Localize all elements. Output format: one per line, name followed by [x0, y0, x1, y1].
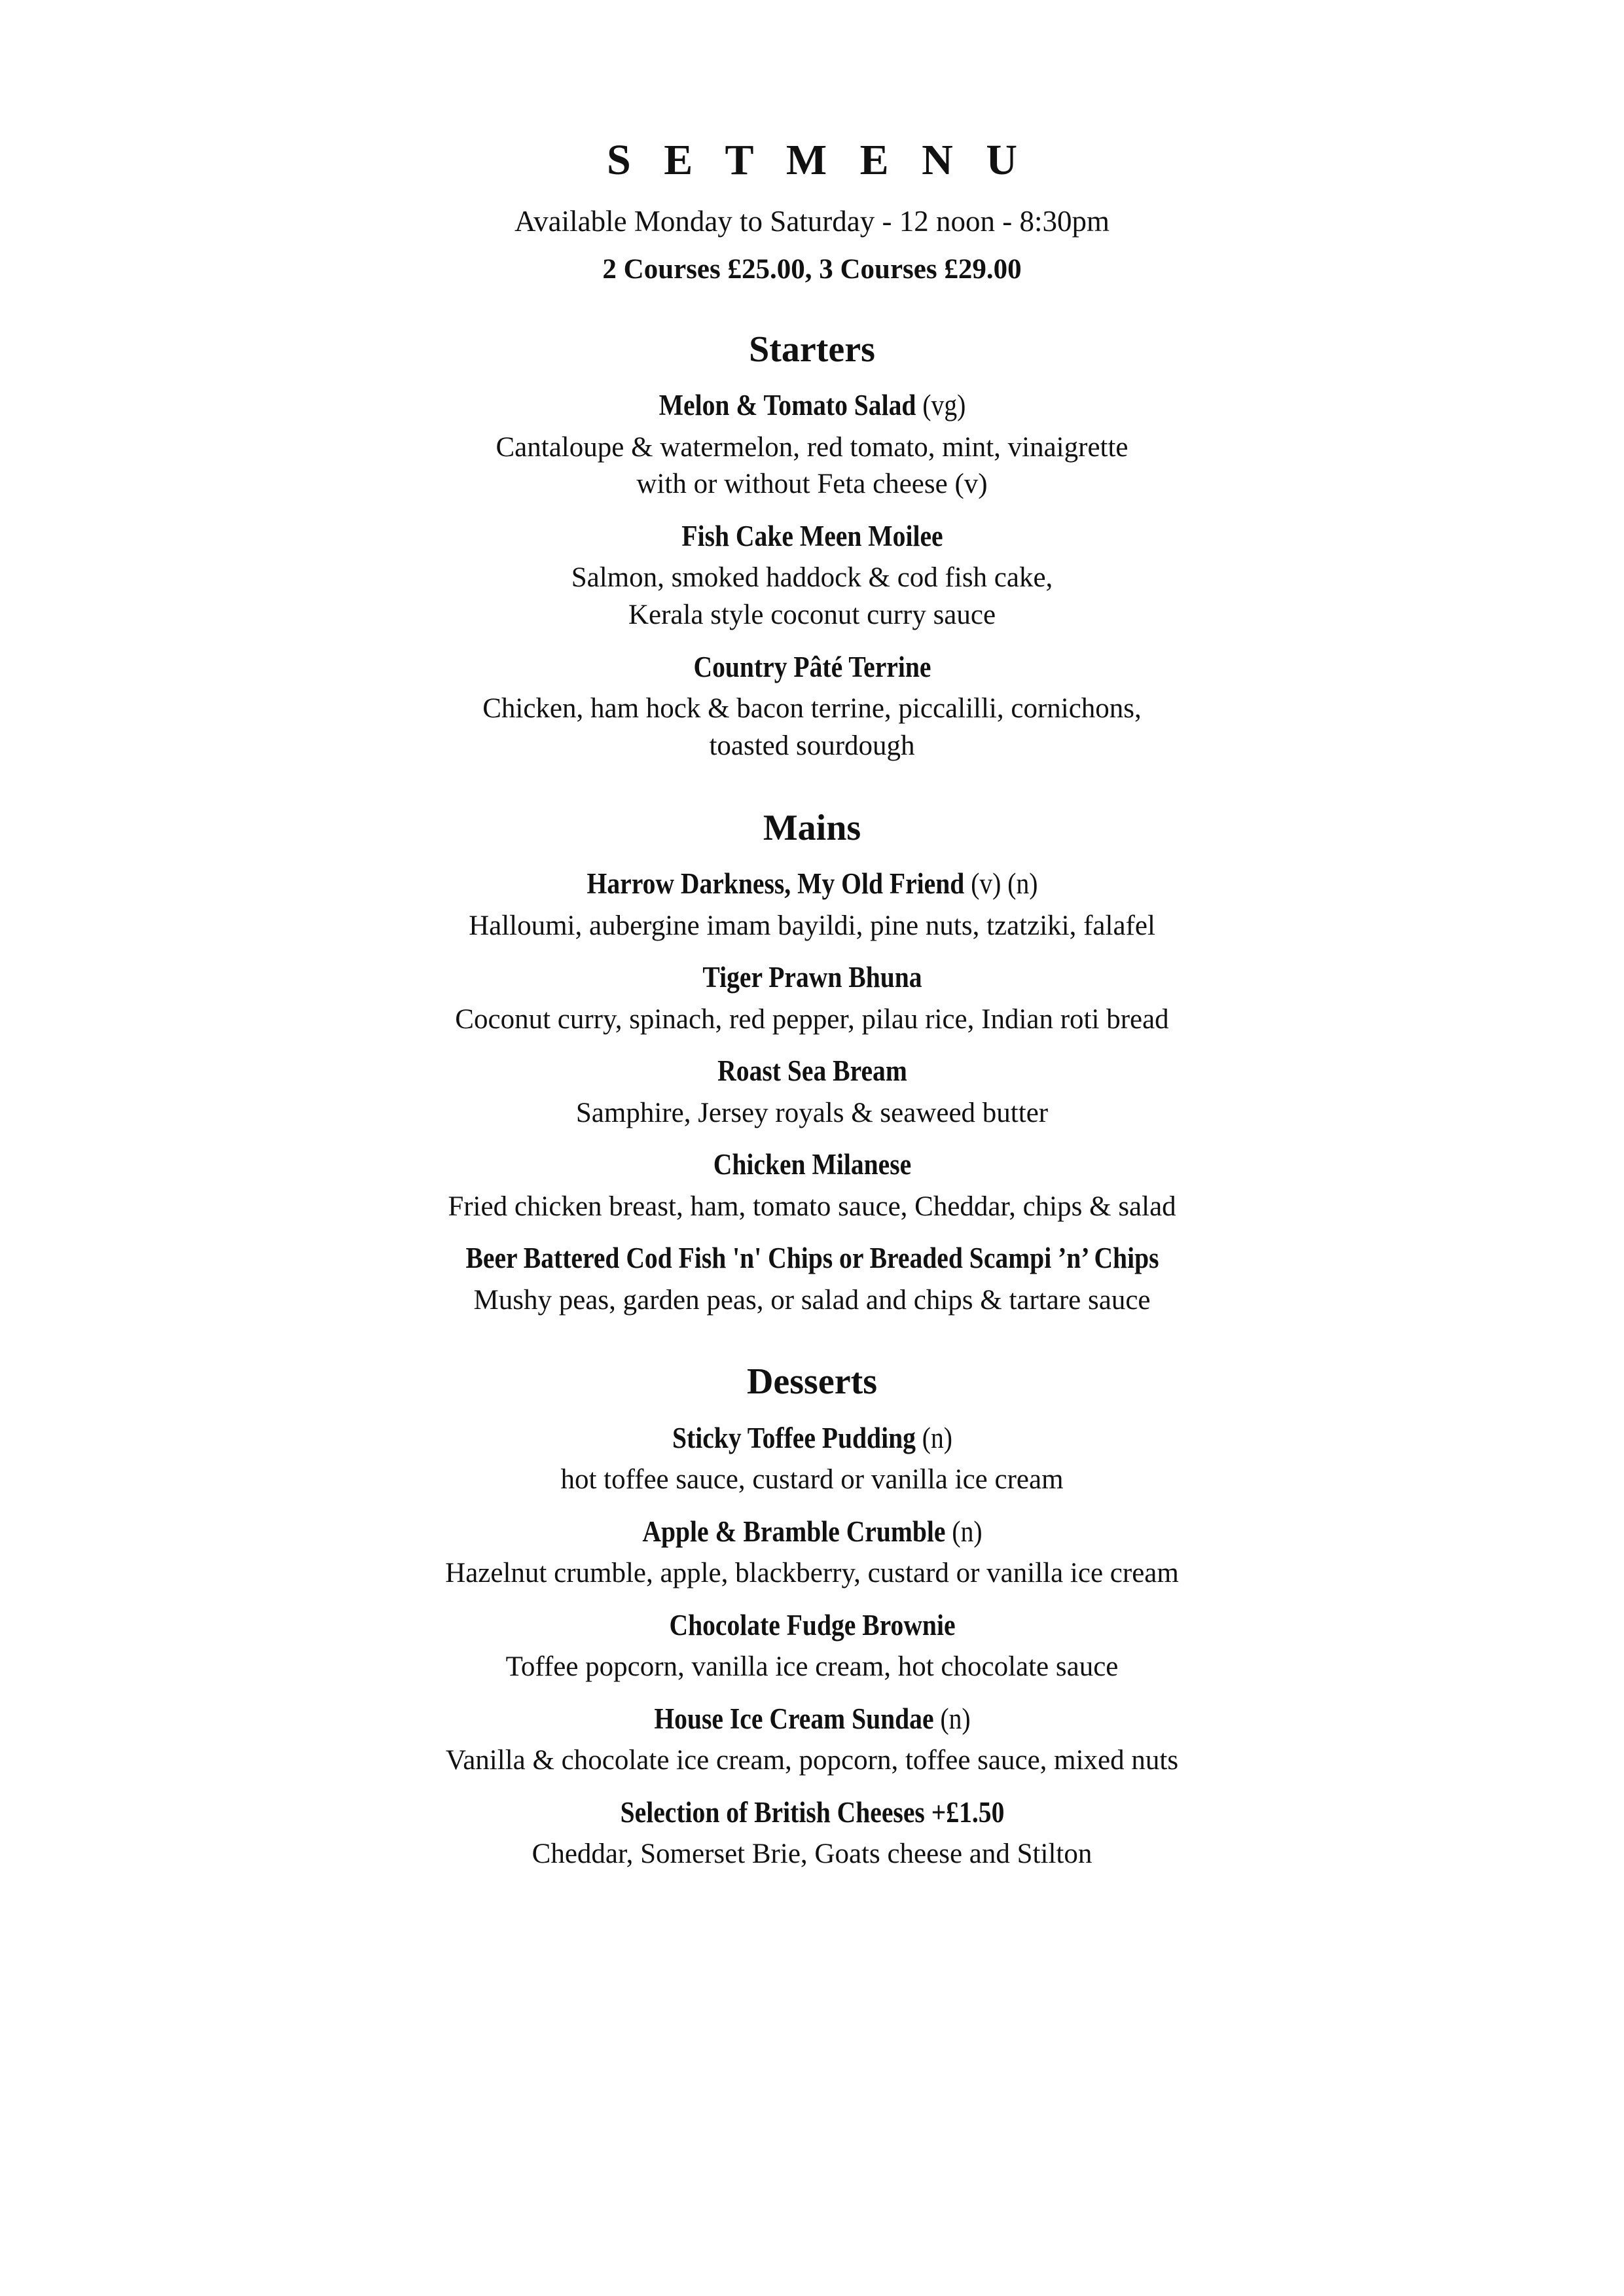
menu-item-description: [302, 1282, 1323, 1319]
description-line: Mushy peas, garden peas, or salad and chips & tartare sauce: [473, 1284, 1151, 1316]
menu-item: [302, 865, 1323, 959]
menu-item: [302, 649, 1323, 765]
menu-item-title: Country Pâté Terrine: [693, 650, 931, 683]
description-line: toasted sourdough: [709, 730, 915, 761]
menu-item: [302, 518, 1323, 649]
allergen-marker: (n): [939, 1702, 971, 1735]
menu-item-name: [363, 1513, 1261, 1550]
allergen-marker: (n): [922, 1421, 952, 1454]
supplement-price: +£1.50: [931, 1795, 1004, 1829]
menu-item-title: Sticky Toffee Pudding: [672, 1421, 916, 1454]
section-heading: Desserts: [746, 1361, 878, 1403]
menu-item-name: [363, 649, 1261, 685]
menu-item: [302, 387, 1323, 518]
menu-item: [302, 1146, 1323, 1240]
menu-item-description: [302, 560, 1323, 634]
description-line: Hazelnut crumble, apple, blackberry, custard or vanilla ice cream: [445, 1558, 1179, 1589]
menu-item-title: Harrow Darkness, My Old Friend: [586, 867, 964, 901]
allergen-marker: (n): [951, 1515, 983, 1548]
menu-item: [302, 1607, 1323, 1700]
menu-item-name: [363, 1794, 1261, 1831]
menu-item-title: Chocolate Fudge Brownie: [668, 1608, 956, 1641]
menu-item-description: [302, 691, 1323, 765]
description-line: Kerala style coconut curry sauce: [628, 600, 996, 631]
description-line: Coconut curry, spinach, red pepper, pilau rice, Indian roti bread: [455, 1003, 1169, 1035]
menu-item-description: [302, 1189, 1323, 1226]
menu-section: [302, 287, 1323, 765]
page-title: S E T M E N U: [606, 136, 1028, 184]
menu-item-name: [363, 865, 1261, 902]
menu-item-name: [363, 1240, 1261, 1276]
menu-item: [302, 1420, 1323, 1513]
menu-item: [302, 1794, 1323, 1873]
description-line: Halloumi, aubergine imam bayildi, pine nuts, tzatziki, falafel: [469, 910, 1155, 941]
menu-item-description: [302, 1001, 1323, 1039]
menu-item-name: [363, 387, 1261, 423]
menu-item-title: House Ice Cream Sundae: [653, 1702, 934, 1735]
menu-item-name: [363, 1607, 1261, 1643]
menu-item-name: [363, 1146, 1261, 1183]
menu-item-name: [363, 959, 1261, 996]
menu-item-description: [302, 908, 1323, 945]
section-heading: Starters: [749, 329, 875, 370]
menu-item: [302, 1513, 1323, 1607]
menu-item: [302, 1052, 1323, 1146]
menu-item-title: Selection of British Cheeses: [620, 1795, 925, 1829]
menu-item-name: [363, 1420, 1261, 1456]
availability-text: Available Monday to Saturday - 12 noon - 8:30pm: [514, 205, 1110, 238]
description-line: Vanilla & chocolate ice cream, popcorn, toffee sauce, mixed nuts: [445, 1745, 1179, 1776]
menu-item: [302, 959, 1323, 1052]
menu-item: [302, 1240, 1323, 1319]
menu-item-description: [302, 1649, 1323, 1686]
description-line: Chicken, ham hock & bacon terrine, piccalilli, cornichons,: [482, 693, 1142, 725]
menu-item-description: [302, 1095, 1323, 1132]
menu-item-name: [363, 1700, 1261, 1737]
menu-item-title: Fish Cake Meen Moilee: [681, 520, 943, 553]
menu-item-description: [302, 1555, 1323, 1592]
menu-item: [302, 1700, 1323, 1794]
menu-item-description: [302, 429, 1323, 504]
menu-section: [302, 765, 1323, 1319]
pricing-text: 2 Courses £25.00, 3 Courses £29.00: [602, 254, 1022, 285]
menu-item-title: Beer Battered Cod Fish 'n' Chips or Breaded Scampi ’n’ Chips: [465, 1242, 1159, 1275]
menu-masthead: [302, 136, 1323, 287]
allergen-marker: (v) (n): [970, 867, 1038, 901]
description-line: Cheddar, Somerset Brie, Goats cheese and Stilton: [532, 1839, 1092, 1870]
menu-content: [302, 136, 1323, 1873]
description-line: Toffee popcorn, vanilla ice cream, hot chocolate sauce: [505, 1651, 1119, 1683]
section-heading: Mains: [763, 807, 861, 848]
menu-item-name: [363, 1052, 1261, 1089]
description-line: Samphire, Jersey royals & seaweed butter: [575, 1097, 1049, 1128]
menu-item-name: [363, 518, 1261, 554]
description-line: hot toffee sauce, custard or vanilla ice cream: [560, 1464, 1064, 1496]
menu-item-title: Apple & Bramble Crumble: [641, 1515, 945, 1548]
description-line: Salmon, smoked haddock & cod fish cake,: [571, 562, 1053, 594]
menu-item-description: [302, 1742, 1323, 1780]
menu-item-description: [302, 1836, 1323, 1873]
menu-item-description: [302, 1462, 1323, 1499]
menu-item-title: Roast Sea Bream: [717, 1054, 907, 1088]
menu-item-title: Melon & Tomato Salad: [659, 389, 916, 422]
menu-item-title: Tiger Prawn Bhuna: [702, 961, 922, 994]
allergen-marker: (vg): [922, 389, 965, 422]
menu-section: [302, 1319, 1323, 1873]
description-line: Fried chicken breast, ham, tomato sauce, Cheddar, chips & salad: [448, 1191, 1176, 1222]
menu-item-title: Chicken Milanese: [713, 1148, 911, 1181]
menu-sections: [302, 287, 1323, 1873]
description-line: Cantaloupe & watermelon, red tomato, mint, vinaigrette: [496, 431, 1128, 463]
description-line: with or without Feta cheese (v): [636, 469, 988, 500]
